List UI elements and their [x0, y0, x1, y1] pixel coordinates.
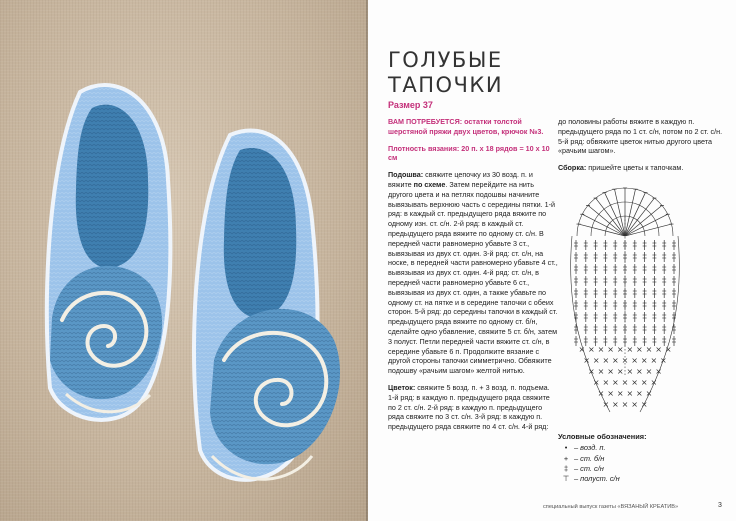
chart-fan-stitch: [582, 214, 625, 236]
assembly-text: пришейте цветы к тапочкам.: [586, 163, 684, 173]
chart-sc-cross: ×: [602, 356, 610, 365]
dot-symbol-icon: •: [564, 443, 568, 453]
legend: [558, 432, 647, 484]
legend-item-half: [558, 474, 647, 484]
footer-credit: специальный выпуск газеты «ВЯЗАНЫЙ КРЕАТИВ»: [543, 504, 679, 510]
density-text: 20 п. х 18 рядов = 10 х 10 см: [388, 143, 550, 163]
chart-sc-cross: ×: [655, 367, 662, 376]
legend-item-single: [558, 454, 647, 464]
title-line-1: ГОЛУБЫЕ: [388, 48, 503, 72]
chart-sc-cross: ×: [631, 400, 638, 409]
sole-paragraph: [388, 170, 558, 376]
chart-sc-cross: ×: [597, 345, 605, 354]
chart-sc-cross: ×: [616, 389, 624, 398]
chart-sc-cross: ×: [621, 378, 629, 387]
chart-sc-cross: ×: [592, 356, 600, 365]
chart-sc-cross: ×: [616, 367, 624, 376]
sole-text-a: свяжите цепочку из 30 возд. п. и вяжите: [388, 170, 533, 189]
instructions-column-1: [388, 117, 558, 439]
chart-sc-cross: ×: [612, 400, 619, 409]
chart-sc-cross: ×: [650, 378, 658, 387]
legend-item-chain: [558, 443, 647, 453]
assembly-paragraph: [558, 163, 726, 173]
chart-sc-cross: ×: [578, 345, 586, 354]
plus-symbol-icon: +: [563, 453, 569, 463]
double-cross-symbol-icon: ‡: [563, 463, 569, 473]
chart-sc-cross: ×: [597, 389, 605, 398]
chart-fan-stitch: [605, 193, 625, 236]
chart-sc-cross: ×: [602, 400, 610, 409]
chart-sc-cross: ×: [592, 378, 600, 387]
chart-fan-stitch: [625, 193, 645, 236]
legend-heading: Условные обозначения:: [558, 432, 647, 441]
sole-emphasis: по схеме: [413, 179, 446, 189]
chart-sc-cross: ×: [636, 345, 643, 354]
chart-sc-cross: ×: [645, 345, 653, 354]
right-slipper: [194, 131, 340, 480]
title-line-2: ТАПОЧКИ: [388, 73, 504, 97]
density-paragraph: [388, 144, 558, 164]
chart-sc-cross: ×: [626, 345, 634, 354]
instructions-column-2: [558, 117, 726, 180]
tee-symbol-icon: ⊤: [562, 474, 570, 484]
chart-sc-cross: ×: [636, 367, 643, 376]
chart-sc-cross: ×: [631, 378, 638, 387]
chart-sc-cross: ×: [645, 367, 653, 376]
crochet-sole-chart: [570, 176, 720, 422]
legend-text-double: – ст. с/н: [574, 463, 604, 473]
materials-text: остатки толстой шерстяной пряжи двух цветов, крючок №3.: [388, 117, 544, 136]
sole-label: Подошва:: [388, 170, 424, 180]
chart-sc-cross: ×: [607, 389, 614, 398]
density-label: Плотность вязания:: [388, 143, 460, 153]
chart-sc-cross: ×: [655, 345, 662, 354]
flower-paragraph: [388, 383, 558, 432]
chart-sc-cross: ×: [664, 345, 672, 354]
chart-sc-cross: ×: [583, 356, 590, 365]
chart-sc-cross: ×: [616, 345, 624, 354]
flower-label: Цветок:: [388, 382, 416, 392]
materials-label: ВАМ ПОТРЕБУЕТСЯ:: [388, 117, 463, 126]
chart-sc-cross: ×: [621, 356, 629, 365]
chart-sc-cross: ×: [588, 367, 595, 376]
chart-sc-cross: ×: [588, 345, 595, 354]
chart-sc-cross: ×: [626, 367, 634, 376]
chart-sc-cross: ×: [602, 378, 610, 387]
chart-sc-cross: ×: [612, 356, 619, 365]
chart-sc-cross: ×: [607, 367, 614, 376]
legend-text-single: – ст. б/н: [574, 453, 605, 463]
chart-sc-cross: ×: [626, 389, 634, 398]
materials-paragraph: [388, 117, 558, 137]
chart-sc-cross: ×: [645, 389, 653, 398]
chart-sc-cross: ×: [640, 378, 648, 387]
left-slipper: [47, 85, 171, 420]
chart-sc-cross: ×: [612, 378, 619, 387]
chart-sc-cross: ×: [597, 367, 605, 376]
page-number: 3: [718, 502, 722, 509]
legend-text-chain: – возд. п.: [574, 443, 606, 453]
instructions-page: [368, 0, 736, 521]
assembly-label: Сборка:: [558, 163, 587, 173]
continuation-paragraph: до половины работы вяжите в каждую п. предыдущего ряда по 1 ст. с/н, потом по 2 ст. с/н. 5-й ряд: обвяжите цветок нитью другого цвета «рачьим шагом».: [558, 117, 723, 156]
chart-sc-cross: ×: [607, 345, 614, 354]
legend-item-double: [558, 464, 647, 474]
chart-sc-cross: ×: [640, 400, 648, 409]
chart-sc-cross: ×: [631, 356, 638, 365]
size-label: Размер 37: [388, 100, 433, 110]
chart-sc-cross: ×: [650, 356, 658, 365]
sole-text-b: . Затем перейдите на нить другого цвета и на петлях подошвы начините вывязывать верхнюю часть с середины пятки. 1-й ряд: в каждый ст. предыдущего ряда вяжите по одному изн. ст. с/н. 2-й ряд: в каждый ст. предыдущего ряда вяжите по одному ст. с/н. В передней части равномерно убавьте 3 ст., вывязывая из двух ст. один. 3-й ряд: ст. с/н, на носке, в передней части равномерно убавьте 4 ст., вывязывая из двух ст. один. 4-й ряд: ст. с/н, в передней части равномерно убавьте 6 ст., вывязывая из двух ст. один, а также убавьте по одному ст. на пятке и в середине тапочки с обеих сторон. 5-й ряд: до середины тапочки в каждый ст. предыдущего ряда вяжите по одному ст. б/н, сделайте одно убавление, свяжите 5 ст. б/н, затем 3 полуст. Петли передней части вяжите ст. с/н, в середине убавьте 6 п. Продолжите вязание с другой стороны тапочки симметрично. Обвяжите подошву «рачьим шагом» желтой нитью.: [388, 179, 558, 376]
chart-sc-cross: ×: [660, 356, 667, 365]
chart-sc-cross: ×: [636, 389, 643, 398]
legend-text-half: – полуст. с/н: [574, 474, 620, 484]
chart-sc-cross: ×: [621, 400, 629, 409]
chart-fan-stitch: [625, 214, 668, 236]
flower-text: свяжите 5 возд. п. + 3 возд. п. подъема. 1-й ряд: в каждую п. предыдущего ряда свяжите по 2 ст. с/н. 2-й ряд: в каждую п. предыдущего ряда свяжите по 3 ст. с/н. 3-й ряд: в каждую п. предыдущего ряда свяжите по 4 ст. с/н. 4-й ряд:: [388, 382, 550, 432]
article-title: [388, 48, 503, 98]
chart-sc-cross: ×: [640, 356, 648, 365]
